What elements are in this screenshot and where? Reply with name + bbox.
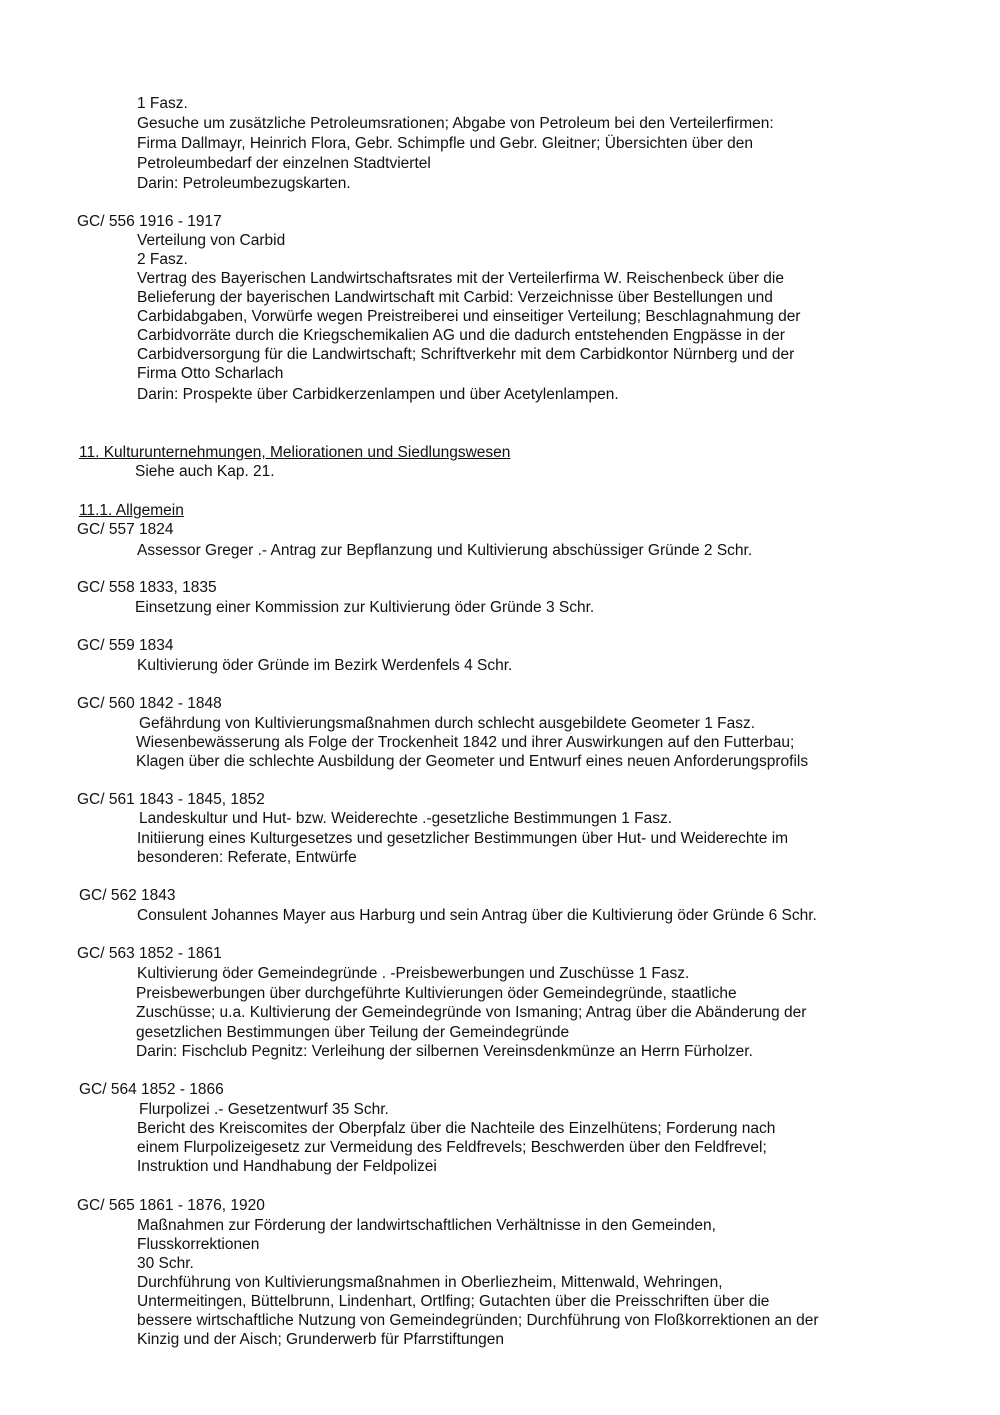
text-line: Zuschüsse; u.a. Kultivierung der Gemeindegründe von Ismaning; Antrag über die Abänderung der xyxy=(136,1004,807,1021)
text-line: Darin: Fischclub Pegnitz: Verleihung der silbernen Vereinsdenkmünze an Herrn Fürholzer. xyxy=(136,1043,753,1060)
text-line: Initiierung eines Kulturgesetzes und gesetzlicher Bestimmungen über Hut- und Weiderechte im xyxy=(137,830,789,847)
entry-signature: GC/ 562 1843 xyxy=(79,887,176,904)
entry-title: Gefährdung von Kultivierungsmaßnahmen durch schlecht ausgebildete Geometer 1 Fasz. xyxy=(139,715,756,732)
text-line: bessere wirtschaftliche Nutzung von Gemeindegründen; Durchführung von Floßkorrektionen an der xyxy=(137,1312,819,1329)
entry-signature: GC/ 560 1842 - 1848 xyxy=(77,695,222,712)
entry-signature: GC/ 565 1861 - 1876, 1920 xyxy=(77,1197,265,1214)
subsection-heading: 11.1. Allgemein xyxy=(79,502,184,519)
text-line: Darin: Prospekte über Carbidkerzenlampen und über Acetylenlampen. xyxy=(137,386,619,403)
text-line: Carbidabgaben, Vorwürfe wegen Preistreiberei und einseitiger Verteilung; Beschlagnahmung der xyxy=(137,308,801,325)
text-line: Wiesenbewässerung als Folge der Trockenheit 1842 und ihrer Auswirkungen auf den Futterbau; xyxy=(136,734,795,751)
text-line: Bericht des Kreiscomites der Oberpfalz über die Nachteile des Einzelhütens; Forderung nach xyxy=(137,1120,776,1137)
entry-signature: GC/ 561 1843 - 1845, 1852 xyxy=(77,791,265,808)
entry-title: Consulent Johannes Mayer aus Harburg und sein Antrag über die Kultivierung öder Gründe 6 Schr. xyxy=(137,907,817,924)
text-line: Firma Dallmayr, Heinrich Flora, Gebr. Schimpfle und Gebr. Gleitner; Übersichten über den xyxy=(137,135,753,152)
text-line: besonderen: Referate, Entwürfe xyxy=(137,849,357,866)
text-line: 30 Schr. xyxy=(137,1255,194,1272)
text-line: 1 Fasz. xyxy=(137,95,188,112)
text-line: gesetzlichen Bestimmungen über Teilung der Gemeindegründe xyxy=(136,1024,570,1041)
entry-signature: GC/ 563 1852 - 1861 xyxy=(77,945,222,962)
entry-signature: GC/ 556 1916 - 1917 xyxy=(77,213,222,230)
entry-signature: GC/ 558 1833, 1835 xyxy=(77,579,217,596)
text-line: 2 Fasz. xyxy=(137,251,188,268)
text-line: Klagen über die schlechte Ausbildung der Geometer und Entwurf eines neuen Anforderungsprofils xyxy=(136,753,809,770)
text-line: Instruktion und Handhabung der Feldpolizei xyxy=(137,1158,437,1175)
entry-title: Landeskultur und Hut- bzw. Weiderechte .-gesetzliche Bestimmungen 1 Fasz. xyxy=(139,810,673,827)
text-line: Darin: Petroleumbezugskarten. xyxy=(137,175,351,192)
entry-title: Assessor Greger .- Antrag zur Bepflanzung und Kultivierung abschüssiger Gründe 2 Schr. xyxy=(137,542,753,559)
entry-signature: GC/ 557 1824 xyxy=(77,521,174,538)
entry-title: Maßnahmen zur Förderung der landwirtschaftlichen Verhältnisse in den Gemeinden, xyxy=(137,1217,716,1234)
text-line: Siehe auch Kap. 21. xyxy=(135,463,275,480)
entry-title: Verteilung von Carbid xyxy=(137,232,286,249)
entry-title: Kultivierung öder Gemeindegründe . -Preisbewerbungen und Zuschüsse 1 Fasz. xyxy=(137,965,690,982)
text-line: Durchführung von Kultivierungsmaßnahmen in Oberliezheim, Mittenwald, Wehringen, xyxy=(137,1274,723,1291)
entry-title: Flurpolizei .- Gesetzentwurf 35 Schr. xyxy=(139,1101,389,1118)
entry-title: Kultivierung öder Gründe im Bezirk Werdenfels 4 Schr. xyxy=(137,657,513,674)
text-line: Flusskorrektionen xyxy=(137,1236,260,1253)
section-heading: 11. Kulturunternehmungen, Meliorationen und Siedlungswesen xyxy=(79,444,511,461)
text-line: Vertrag des Bayerischen Landwirtschaftsrates mit der Verteilerfirma W. Reischenbeck über die xyxy=(137,270,784,287)
text-line: Carbidversorgung für die Landwirtschaft; Schriftverkehr mit dem Carbidkontor Nürnberg und der xyxy=(137,346,795,363)
entry-signature: GC/ 564 1852 - 1866 xyxy=(79,1081,224,1098)
text-line: Untermeitingen, Büttelbrunn, Lindenhart, Ortlfing; Gutachten über die Preisschriften über die xyxy=(137,1293,770,1310)
text-line: einem Flurpolizeigesetz zur Vermeidung des Feldfrevels; Beschwerden über den Feldfrevel; xyxy=(137,1139,767,1156)
text-line: Kinzig und der Aisch; Grunderwerb für Pfarrstiftungen xyxy=(137,1331,505,1348)
text-line: Petroleumbedarf der einzelnen Stadtviertel xyxy=(137,155,431,172)
text-line: Carbidvorräte durch die Kriegschemikalien AG und die dadurch entstehenden Engpässe in der xyxy=(137,327,785,344)
text-line: Firma Otto Scharlach xyxy=(137,365,284,382)
entry-signature: GC/ 559 1834 xyxy=(77,637,174,654)
text-line: Belieferung der bayerischen Landwirtschaft mit Carbid: Verzeichnisse über Bestellungen und xyxy=(137,289,773,306)
entry-title: Einsetzung einer Kommission zur Kultivierung öder Gründe 3 Schr. xyxy=(135,599,595,616)
text-line: Gesuche um zusätzliche Petroleumsrationen; Abgabe von Petroleum bei den Verteilerfirmen: xyxy=(137,115,774,132)
text-line: Preisbewerbungen über durchgeführte Kultivierungen öder Gemeindegründe, staatliche xyxy=(136,985,737,1002)
